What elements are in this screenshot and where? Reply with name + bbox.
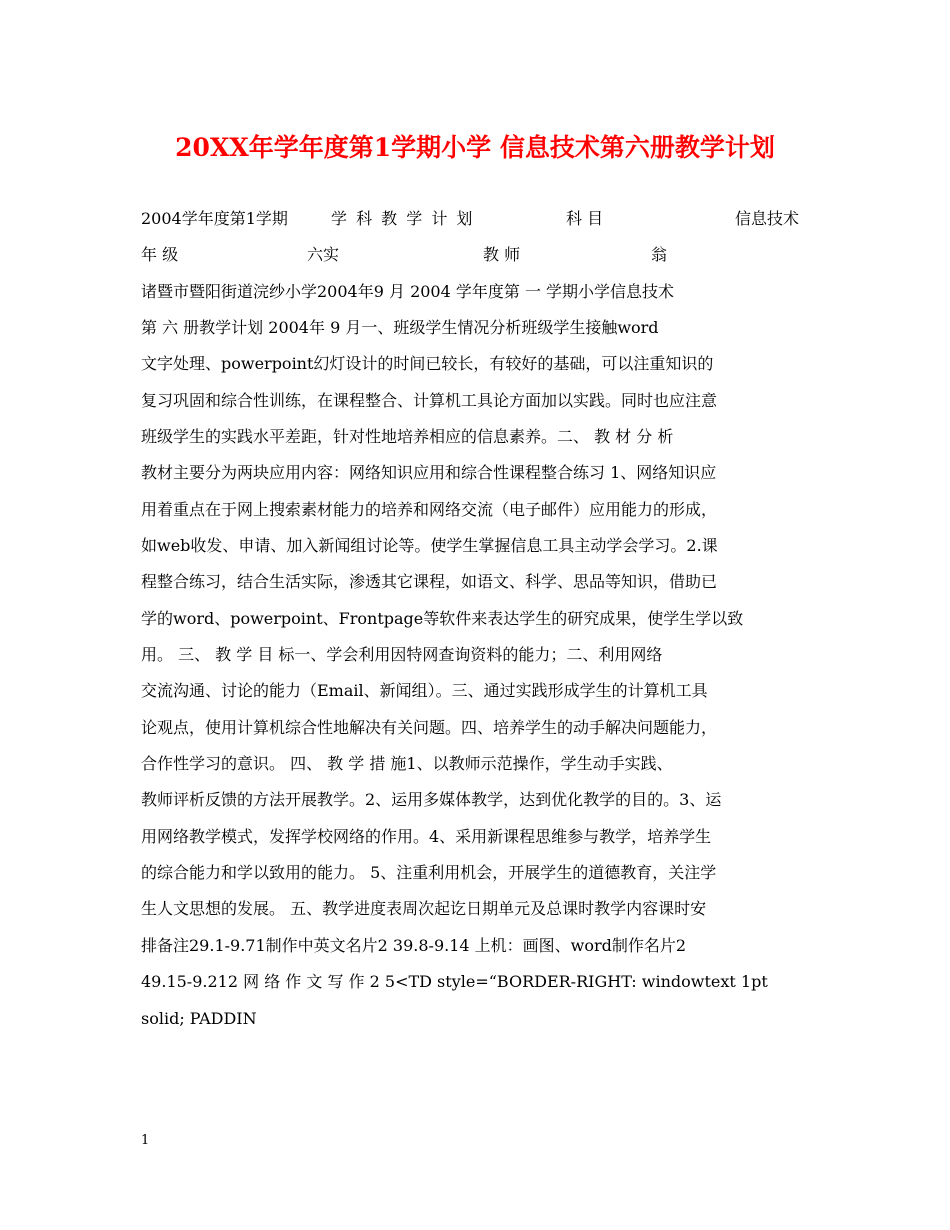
grade-label: 年 级 <box>141 245 179 264</box>
subject-label: 科 目 <box>566 209 604 228</box>
body-line: 第 六 册教学计划 2004年 9 月一、班级学生情况分析班级学生接触word <box>141 318 659 337</box>
body-line: 文字处理、powerpoint幻灯设计的时间已较长，有较好的基础，可以注重知识的 <box>141 354 714 373</box>
body-line: 复习巩固和综合性训练，在课程整合、计算机工具论方面加以实践。同时也应注意 <box>141 391 718 410</box>
body-line: 49.15-9.212 网 络 作 文 写 作 2 5<TD style=“BORDER-RIGHT: windowtext 1pt <box>141 972 768 991</box>
body-line: 程整合练习，结合生活实际，渗透其它课程，如语文、科学、思品等知识，借助已 <box>141 572 718 591</box>
body-line: 学的word、powerpoint、Frontpage等软件来表达学生的研究成果，使学生学以致 <box>141 609 744 628</box>
body-line: 诸暨市暨阳街道浣纱小学2004年9 月 2004 学年度第 一 学期小学信息技术 <box>141 282 675 301</box>
body-line: 的综合能力和学以致用的能力。 5、注重利用机会，开展学生的道德教育，关注学 <box>141 863 717 882</box>
body-line: 如web收发、申请、加入新闻组讨论等。使学生掌握信息工具主动学会学习。2.课 <box>141 536 718 555</box>
teacher-value: 翁 <box>651 245 668 264</box>
body-line: 用着重点在于网上搜索素材能力的培养和网络交流（电子邮件）应用能力的形成， <box>141 500 718 519</box>
semester-text: 2004学年度第1学期 <box>141 209 288 228</box>
body-line: 班级学生的实践水平差距，针对性地培养相应的信息素养。二、 教 材 分 析 <box>141 427 674 446</box>
body-line: 教材主要分为两块应用内容：网络知识应用和综合性课程整合练习 1、网络知识应 <box>141 463 717 482</box>
teacher-label: 教 师 <box>483 245 521 264</box>
page-number: 1 <box>141 1133 150 1148</box>
subject-value: 信息技术 <box>735 209 800 228</box>
plan-label: 学 科 教 学 计 划 <box>331 209 475 228</box>
grade-value: 六实 <box>307 245 340 264</box>
document-title: 20XX年学年度第1学期小学 信息技术第六册教学计划 <box>175 133 775 162</box>
body-line: 用网络教学模式，发挥学校网络的作用。4、采用新课程思维参与教学，培养学生 <box>141 827 712 846</box>
body-line: 生人文思想的发展。 五、教学进度表周次起讫日期单元及总课时教学内容课时安 <box>141 899 707 918</box>
body-line: 排备注29.1-9.71制作中英文名片2 39.8-9.14 上机：画图、word制作名片2 <box>141 936 687 955</box>
body-line: 论观点，使用计算机综合性地解决有关问题。四、培养学生的动手解决问题能力， <box>141 718 718 737</box>
body-line: solid; PADDIN <box>141 1009 257 1028</box>
body-line: 教师评析反馈的方法开展教学。2、运用多媒体教学，达到优化教学的目的。3、运 <box>141 790 722 809</box>
body-line: 合作性学习的意识。 四、 教 学 措 施1、以教师示范操作，学生动手实践、 <box>141 754 673 773</box>
body-line: 交流沟通、讨论的能力（Email、新闻组）。三、通过实践形成学生的计算机工具 <box>141 681 708 700</box>
body-line: 用。 三、 教 学 目 标一、学会利用因特网查询资料的能力；二、利用网络 <box>141 645 663 664</box>
